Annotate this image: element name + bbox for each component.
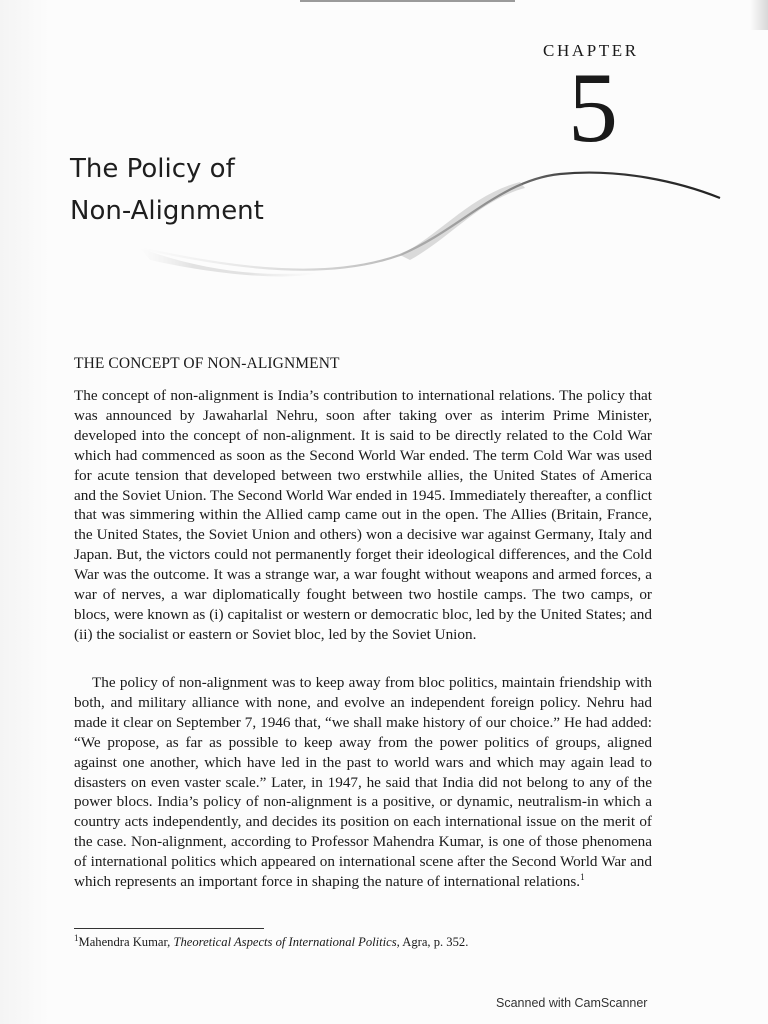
chapter-title-line-1: The Policy of xyxy=(70,154,235,184)
chapter-label: CHAPTER xyxy=(543,41,639,60)
chapter-number: 5 xyxy=(568,52,618,163)
paragraph-1: The concept of non-alignment is India’s contribution to international relations. The policy that was announced by Jawaharlal Nehru, soon after taking over as interim Prime Minister, developed into the concept of non-alignment. It is said to be directly related to the Cold War which had commenced as soon as the Second World War ended. The term Cold War was used for acute tension that developed between two erstwhile allies, the United States of America and the Soviet Union. The Second World War ended in 1945. Immediately thereafter, a conflict that was simmering within the Allied camp came out in the open. The Allies (Britain, France, the United States, the Soviet Union and others) won a decisive war against Germany, Italy and Japan. But, the victors could not permanently forget their ideological differences, and the Cold War was the outcome. It was a strange war, a war fought without weapons and armed forces, a war of nerves, a war diplomatically fought between two hostile camps. The two camps, or blocs, were known as (i) capitalist or western or democratic bloc, led by the United States; and (ii) the socialist or eastern or Soviet bloc, led by the Soviet Union. xyxy=(74,387,652,643)
scan-corner-shadow xyxy=(750,0,768,30)
footnote-divider xyxy=(74,928,264,929)
footnote-publication: Agra, p. 352. xyxy=(399,935,469,949)
scanner-watermark: Scanned with CamScanner xyxy=(496,996,648,1010)
footnote-number: 1 xyxy=(74,932,79,943)
scan-top-line xyxy=(300,0,515,2)
chapter-title xyxy=(70,148,264,232)
footnote-reference: 1 xyxy=(580,872,585,882)
section-heading: THE CONCEPT OF NON-ALIGNMENT xyxy=(74,355,340,372)
paragraph-2-text: The policy of non-alignment was to keep away from bloc politics, maintain friendship with both, and military alliance with none, and evolve an independent foreign policy. Nehru had made it clear on September 7, 1946 that, “we shall make history of our choice.” He had added: “We propose, as far as possible to keep away from the power politics of groups, aligned against one another, which have led in the past to world wars and which may again lead to disasters on even vaster scale.” Later, in 1947, he said that India did not belong to any of the power blocs. India’s policy of non-alignment is a positive, or dynamic, neutralism-in which a country acts independently, and decides its position on each international issue on the merit of the case. Non-alignment, according to Professor Mahendra Kumar, is one of those phenomena of international politics which appeared on international scene after the Second World War and which represents an important force in shaping the nature of international relations. xyxy=(74,674,652,891)
footnote-author: Mahendra Kumar, xyxy=(78,935,174,949)
footnote xyxy=(74,934,634,950)
chapter-title-line-2: Non-Alignment xyxy=(70,196,264,226)
scan-shadow-left xyxy=(0,0,50,1024)
footnote-book-title: Theoretical Aspects of International Politics, xyxy=(173,935,400,949)
paragraph-2 xyxy=(74,673,652,892)
